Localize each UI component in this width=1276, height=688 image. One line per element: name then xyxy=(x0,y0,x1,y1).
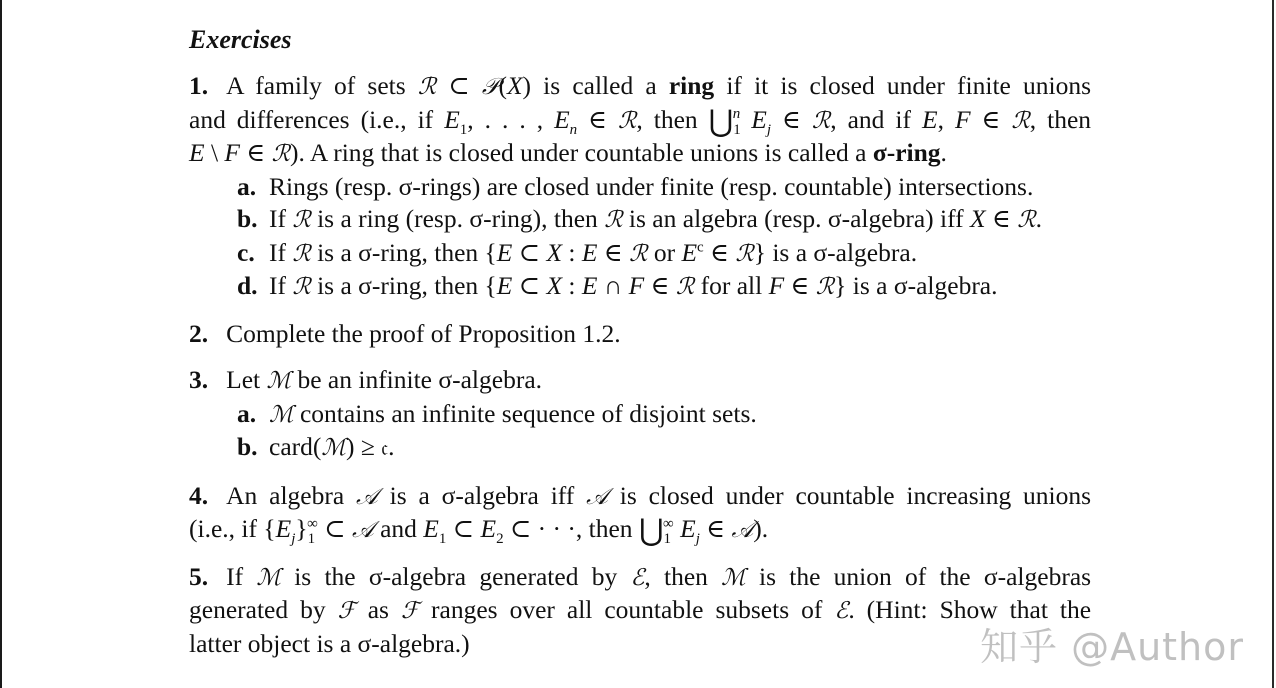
exercise-2: 2. Complete the proof of Proposition 1.2. xyxy=(189,318,621,348)
exercise-1-part-b: b. If ℛ is a ring (resp. σ-ring), then ℛ is an algebra (resp. σ-algebra) iff X ∈ ℛ. xyxy=(237,204,1042,233)
exercise-1-part-a: a. Rings (resp. σ-rings) are closed under finite (resp. countable) intersections. xyxy=(237,171,1034,201)
exercise-number: 3. xyxy=(189,365,209,394)
exercise-1-line-3: E \ F ∈ ℛ). A ring that is closed under countable unions is called a σ-ring. xyxy=(189,138,947,167)
page-edge-left xyxy=(0,0,2,688)
exercise-1-line-1: 1. A family of sets ℛ ⊂ 𝒫(X) is called a ring if it is closed under finite unions xyxy=(189,71,1092,100)
exercise-number: 1. xyxy=(189,71,209,100)
exercise-4-line-2: (i.e., if $\{E_j\}_1^\infty$ ⊂ 𝒜 and $E_1$ ⊂ $E_2$ ⊂ · · ·, then $⋃_1^\infty$ $E_j$ ∈ 𝒜). xyxy=(189,514,769,548)
exercise-5-line-3: latter object is a σ-algebra.) xyxy=(189,628,470,658)
exercise-3-line-1: 3. Let ℳ be an infinite σ-algebra. xyxy=(189,365,543,394)
term-ring: ring xyxy=(668,71,715,100)
exercise-5-line-1: 5. If ℳ is the σ-algebra generated by ℰ, then ℳ is the union of the σ-algebras xyxy=(189,561,1092,591)
exercise-1-line-2: and differences (i.e., if $E_1$, . . . , $E_n$ ∈ ℛ, then $⋃_1^n$ $E_j$ ∈ ℛ, and if E, F ∈ ℛ, then xyxy=(189,104,1092,138)
exercise-4-line-1: 4. An algebra 𝒜 is a σ-algebra iff 𝒜 is closed under countable increasing unions xyxy=(189,480,1092,510)
exercise-3-part-b: b. card(ℳ) ≥ 𝔠. xyxy=(237,432,395,461)
page-edge-right xyxy=(1272,0,1274,688)
exercise-number: 4. xyxy=(189,480,209,510)
watermark: 知乎 @Author xyxy=(980,625,1245,669)
exercise-4 xyxy=(189,480,1091,547)
exercise-5-line-2: generated by ℱ as ℱ ranges over all countable subsets of ℰ. (Hint: Show that the xyxy=(189,595,1092,624)
page-heading: Exercises xyxy=(189,25,292,54)
exercise-5 xyxy=(189,561,1091,661)
exercise-3-part-a: a. ℳ contains an infinite sequence of disjoint sets. xyxy=(237,398,757,428)
exercise-number: 2. xyxy=(189,318,209,348)
exercise-number: 5. xyxy=(189,561,209,591)
exercise-1 xyxy=(189,70,1091,304)
exercise-1-part-c: c. If ℛ is a σ-ring, then {E ⊂ X : E ∈ ℛ or $E^c$ ∈ ℛ} is a σ-algebra. xyxy=(237,237,918,267)
term-sigma-ring: σ-ring xyxy=(872,138,941,167)
exercise-page xyxy=(189,24,1091,660)
exercise-1-part-d: d. If ℛ is a σ-ring, then {E ⊂ X : E ∩ F ∈ ℛ for all F ∈ ℛ} is a σ-algebra. xyxy=(237,271,998,300)
exercise-3 xyxy=(189,364,1091,466)
